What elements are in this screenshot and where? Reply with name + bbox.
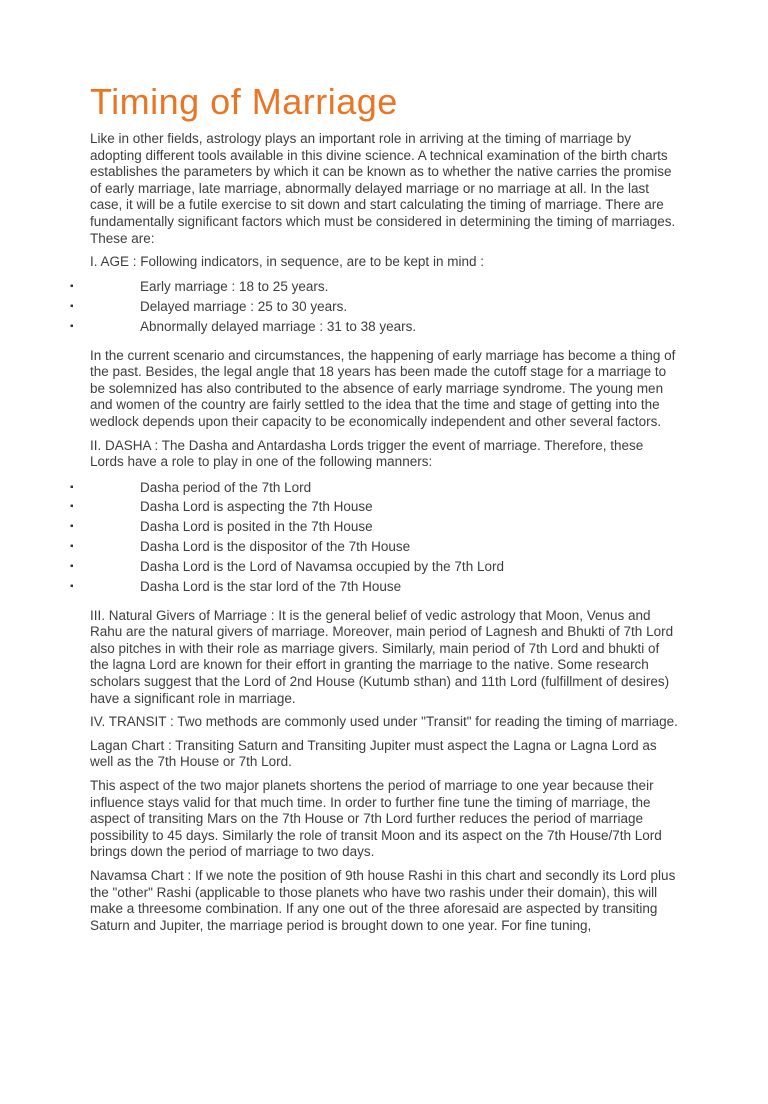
paragraph-scenario: In the current scenario and circumstances, the happening of early marriage has become a thing of the past. Besides, the legal angle that 18 years has been made the cutoff stage for a marriage to be solemnized has also contributed to the absence of early marriage syndrome. The young men and women of the country are fairly settled to the idea that the time and stage of getting into the wedlock depends upon their capacity to be economically independent and other several factors. bbox=[90, 347, 676, 430]
bullet-square-icon: ▪ bbox=[70, 481, 74, 493]
list-item bbox=[70, 538, 680, 558]
list-item-text: Dasha Lord is the Lord of Navamsa occupied by the 7th Lord bbox=[140, 559, 504, 575]
list-item bbox=[70, 278, 680, 298]
list-item-text: Dasha Lord is aspecting the 7th House bbox=[140, 499, 373, 515]
paragraph-transit-detail: This aspect of the two major planets shortens the period of marriage to one year because their influence stays valid for that much time. In order to further fine tune the timing of marriage, the aspect of transiting Mars on the 7th House or 7th Lord further reduces the period of marriage possibility to 45 days. Similarly the role of transit Moon and its aspect on the 7th House/7th Lord brings down the period of marriage to two days. bbox=[90, 777, 662, 860]
bullet-square-icon: ▪ bbox=[70, 501, 74, 513]
bullet-square-icon: ▪ bbox=[70, 321, 74, 333]
paragraph-lagan-chart: Lagan Chart : Transiting Saturn and Transiting Jupiter must aspect the Lagna or Lagna Lord as well as the 7th House or 7th Lord. bbox=[90, 737, 657, 770]
section-heading-dasha: II. DASHA : The Dasha and Antardasha Lords trigger the event of marriage. Therefore, these Lords have a role to play in one of the following manners: bbox=[90, 437, 644, 470]
age-bullet-list bbox=[70, 278, 680, 338]
paragraph-intro: Like in other fields, astrology plays an important role in arriving at the timing of marriage by adopting different tools available in this divine science. A technical examination of the birth charts establishes the parameters by which it can be known as to whether the native carries the promise of early marriage, late marriage, abnormally delayed marriage or no marriage at all. In the last case, it will be a futile exercise to sit down and start calculating the timing of marriage. There are fundamentally significant factors which must be considered in determining the timing of marriages. These are: bbox=[90, 131, 676, 246]
bullet-square-icon: ▪ bbox=[70, 581, 74, 593]
list-item bbox=[70, 318, 680, 338]
list-item-text: Dasha period of the 7th Lord bbox=[140, 479, 312, 495]
bullet-square-icon: ▪ bbox=[70, 561, 74, 573]
paragraph-natural-givers: III. Natural Givers of Marriage : It is the general belief of vedic astrology that Moon, Venus and Rahu are the natural givers of marriage. Moreover, main period of Lagnesh and Bhukti of 7th Lord also pitches in with their role as marriage givers. Similarly, main period of 7th Lord and bhukti of the lagna Lord are known for their effort in granting the marriage to the native. Some research scholars suggest that the Lord of 2nd House (Kutumb sthan) and 11th Lord (fulfillment of desires) have a significant role in marriage. bbox=[90, 607, 674, 706]
list-item-text: Abnormally delayed marriage : 31 to 38 years. bbox=[140, 319, 417, 335]
list-item bbox=[70, 558, 680, 578]
bullet-square-icon: ▪ bbox=[70, 281, 74, 293]
bullet-square-icon: ▪ bbox=[70, 301, 74, 313]
paragraph-navamsa-chart: Navamsa Chart : If we note the position of 9th house Rashi in this chart and secondly its Lord plus the "other" Rashi (applicable to those planets who have two rashis under their domain), this will make a threesome combination. If any one out of the three aforesaid are aspected by transiting Saturn and Jupiter, the marriage period is brought down to one year. For fine tuning, bbox=[90, 867, 676, 933]
document-page bbox=[0, 80, 768, 1104]
list-item-text: Dasha Lord is posited in the 7th House bbox=[140, 519, 373, 535]
dasha-bullet-list bbox=[70, 478, 680, 598]
list-item bbox=[70, 298, 680, 318]
list-item-text: Early marriage : 18 to 25 years. bbox=[140, 279, 329, 295]
bullet-square-icon: ▪ bbox=[70, 541, 74, 553]
list-item bbox=[70, 478, 680, 498]
section-heading-age: I. AGE : Following indicators, in sequence, are to be kept in mind : bbox=[90, 254, 484, 270]
list-item bbox=[70, 498, 680, 518]
page-title: Timing of Marriage bbox=[90, 81, 398, 122]
list-item bbox=[70, 578, 680, 598]
section-heading-transit: IV. TRANSIT : Two methods are commonly used under "Transit" for reading the timing of marriage. bbox=[90, 714, 678, 730]
list-item-text: Delayed marriage : 25 to 30 years. bbox=[140, 299, 348, 315]
list-item bbox=[70, 518, 680, 538]
list-item-text: Dasha Lord is the star lord of the 7th House bbox=[140, 579, 402, 595]
bullet-square-icon: ▪ bbox=[70, 521, 74, 533]
list-item-text: Dasha Lord is the dispositor of the 7th House bbox=[140, 539, 411, 555]
